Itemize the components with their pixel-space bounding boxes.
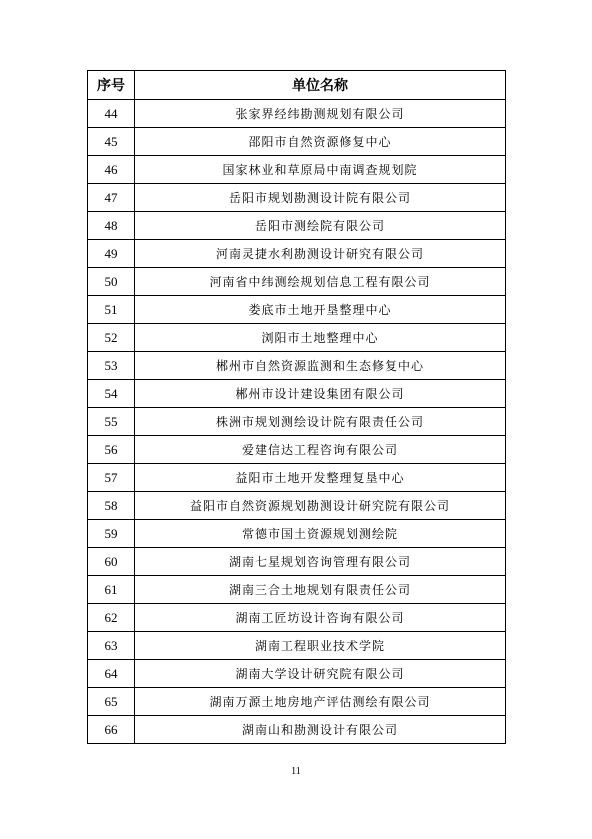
header-serial-number: 序号	[88, 71, 135, 100]
row-unit-name: 岳阳市测绘院有限公司	[135, 212, 506, 240]
row-unit-name: 湖南工程职业技术学院	[135, 632, 506, 660]
row-serial-number: 49	[88, 240, 135, 268]
row-unit-name: 湖南万源土地房地产评估测绘有限公司	[135, 688, 506, 716]
row-serial-number: 56	[88, 436, 135, 464]
row-serial-number: 46	[88, 156, 135, 184]
row-unit-name: 郴州市设计建设集团有限公司	[135, 380, 506, 408]
row-unit-name: 益阳市自然资源规划勘测设计研究院有限公司	[135, 492, 506, 520]
row-unit-name: 益阳市土地开发整理复垦中心	[135, 464, 506, 492]
row-unit-name: 张家界经纬勘测规划有限公司	[135, 100, 506, 128]
row-unit-name: 湖南大学设计研究院有限公司	[135, 660, 506, 688]
table-header-row	[88, 71, 506, 100]
row-serial-number: 45	[88, 128, 135, 156]
row-serial-number: 57	[88, 464, 135, 492]
row-unit-name: 爱建信达工程咨询有限公司	[135, 436, 506, 464]
table-row	[88, 576, 506, 604]
row-unit-name: 株洲市规划测绘设计院有限责任公司	[135, 408, 506, 436]
row-serial-number: 66	[88, 716, 135, 744]
table-row	[88, 184, 506, 212]
row-unit-name: 湖南工匠坊设计咨询有限公司	[135, 604, 506, 632]
row-serial-number: 50	[88, 268, 135, 296]
table-row	[88, 548, 506, 576]
row-serial-number: 62	[88, 604, 135, 632]
row-serial-number: 52	[88, 324, 135, 352]
row-serial-number: 64	[88, 660, 135, 688]
row-unit-name: 浏阳市土地整理中心	[135, 324, 506, 352]
row-unit-name: 湖南七星规划咨询管理有限公司	[135, 548, 506, 576]
row-unit-name: 娄底市土地开垦整理中心	[135, 296, 506, 324]
table-row	[88, 352, 506, 380]
table-row	[88, 436, 506, 464]
table-row	[88, 128, 506, 156]
table-row	[88, 688, 506, 716]
table-body	[88, 100, 506, 744]
row-unit-name: 国家林业和草原局中南调查规划院	[135, 156, 506, 184]
table-row	[88, 100, 506, 128]
row-serial-number: 54	[88, 380, 135, 408]
table-row	[88, 156, 506, 184]
row-serial-number: 44	[88, 100, 135, 128]
table-row	[88, 408, 506, 436]
row-unit-name: 河南省中纬测绘规划信息工程有限公司	[135, 268, 506, 296]
row-serial-number: 55	[88, 408, 135, 436]
table-row	[88, 716, 506, 744]
row-serial-number: 59	[88, 520, 135, 548]
row-serial-number: 61	[88, 576, 135, 604]
header-unit-name: 单位名称	[135, 71, 506, 100]
row-unit-name: 岳阳市规划勘测设计院有限公司	[135, 184, 506, 212]
row-serial-number: 51	[88, 296, 135, 324]
table-row	[88, 632, 506, 660]
row-unit-name: 邵阳市自然资源修复中心	[135, 128, 506, 156]
row-unit-name: 常德市国土资源规划测绘院	[135, 520, 506, 548]
row-serial-number: 48	[88, 212, 135, 240]
row-serial-number: 58	[88, 492, 135, 520]
row-unit-name: 郴州市自然资源监测和生态修复中心	[135, 352, 506, 380]
unit-list-table	[87, 70, 506, 744]
table-row	[88, 660, 506, 688]
table-row	[88, 492, 506, 520]
table-row	[88, 240, 506, 268]
row-unit-name: 湖南三合土地规划有限责任公司	[135, 576, 506, 604]
page-number: 11	[291, 766, 301, 777]
table-row	[88, 604, 506, 632]
row-serial-number: 63	[88, 632, 135, 660]
row-unit-name: 湖南山和勘测设计有限公司	[135, 716, 506, 744]
row-unit-name: 河南灵捷水利勘测设计研究有限公司	[135, 240, 506, 268]
table-row	[88, 268, 506, 296]
table-row	[88, 380, 506, 408]
table-row	[88, 520, 506, 548]
table-row	[88, 464, 506, 492]
row-serial-number: 65	[88, 688, 135, 716]
row-serial-number: 47	[88, 184, 135, 212]
row-serial-number: 53	[88, 352, 135, 380]
table-row	[88, 324, 506, 352]
table-row	[88, 296, 506, 324]
row-serial-number: 60	[88, 548, 135, 576]
table-row	[88, 212, 506, 240]
